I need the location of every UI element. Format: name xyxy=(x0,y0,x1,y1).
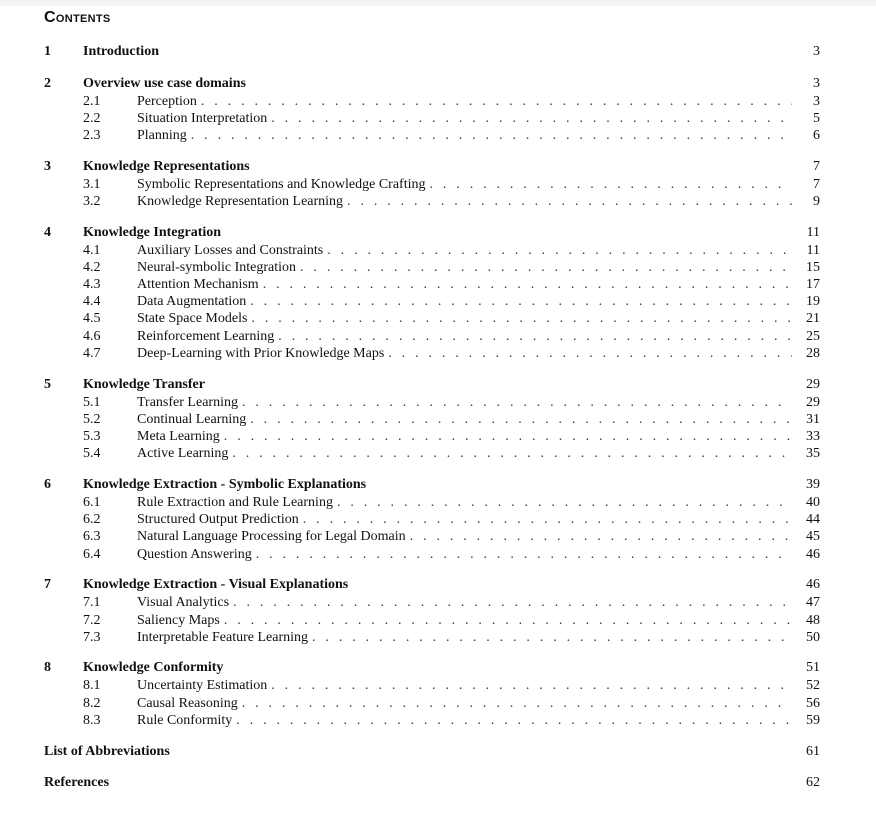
dot-leader xyxy=(251,310,792,327)
dot-leader xyxy=(250,293,792,310)
section-number: 8.3 xyxy=(83,712,101,728)
section-page: 56 xyxy=(806,695,820,711)
section-number: 5.3 xyxy=(83,429,101,444)
section-title: Neural-symbolic Integration xyxy=(137,259,297,275)
section-page: 9 xyxy=(813,193,820,209)
toc-section-4-4[interactable] xyxy=(44,293,820,310)
section-page: 29 xyxy=(806,394,820,410)
section-number: 7.1 xyxy=(83,595,101,611)
toc-section-4-3[interactable] xyxy=(44,276,820,293)
chapter-number: 5 xyxy=(44,376,51,392)
toc-list-of-abbreviations[interactable] xyxy=(44,743,820,761)
section-title: Rule Extraction and Rule Learning xyxy=(137,494,333,510)
toc-section-5-3[interactable] xyxy=(44,428,820,445)
dot-leader xyxy=(303,511,792,528)
section-page: 31 xyxy=(806,411,820,427)
section-title: Knowledge Representation Learning xyxy=(137,193,344,209)
section-number: 3.1 xyxy=(83,176,101,192)
backmatter-page: 62 xyxy=(806,775,820,791)
section-number: 7.3 xyxy=(83,629,101,645)
dot-leader xyxy=(250,411,792,428)
dot-leader xyxy=(242,394,792,411)
toc-section-6-3[interactable] xyxy=(44,528,820,545)
section-number: 4.1 xyxy=(83,242,101,258)
toc-section-2-1[interactable] xyxy=(44,93,820,110)
chapter-number: 4 xyxy=(44,224,51,240)
section-title: Uncertainty Estimation xyxy=(137,678,268,694)
dot-leader xyxy=(256,546,792,563)
dot-leader xyxy=(388,345,792,362)
section-title: State Space Models xyxy=(137,311,248,327)
section-number: 4.5 xyxy=(83,311,101,327)
section-page: 19 xyxy=(806,294,820,310)
section-number: 3.2 xyxy=(83,193,101,209)
section-title: Reinforcement Learning xyxy=(137,328,275,344)
toc-section-4-5[interactable] xyxy=(44,310,820,327)
section-title: Auxiliary Losses and Constraints xyxy=(137,242,324,258)
top-band xyxy=(0,0,876,6)
section-title: Planning xyxy=(137,127,187,143)
toc-section-5-1[interactable] xyxy=(44,394,820,411)
toc-chapter-2[interactable] xyxy=(44,75,820,93)
toc-section-6-4[interactable] xyxy=(44,546,820,563)
dot-leader xyxy=(347,193,792,210)
toc-section-8-3[interactable] xyxy=(44,712,820,729)
section-title: Transfer Learning xyxy=(137,394,238,410)
chapter-number: 8 xyxy=(44,660,51,676)
section-title: Active Learning xyxy=(137,446,229,462)
toc-chapter-8[interactable] xyxy=(44,659,820,677)
section-title: Symbolic Representations and Knowledge Crafting xyxy=(137,176,426,192)
section-number: 5.4 xyxy=(83,446,101,462)
section-number: 4.4 xyxy=(83,294,101,310)
dot-leader xyxy=(242,695,792,712)
section-page: 47 xyxy=(806,595,820,611)
section-number: 2.1 xyxy=(83,93,101,109)
dot-leader xyxy=(224,428,792,445)
section-number: 5.1 xyxy=(83,394,101,410)
toc-references[interactable] xyxy=(44,774,820,792)
dot-leader xyxy=(232,445,792,462)
chapter-title: Knowledge Extraction - Visual Explanations xyxy=(83,577,349,593)
section-title: Attention Mechanism xyxy=(137,277,259,293)
toc-section-4-2[interactable] xyxy=(44,259,820,276)
toc-chapter-1[interactable] xyxy=(44,43,820,61)
dot-leader xyxy=(430,176,793,193)
section-number: 4.6 xyxy=(83,328,101,344)
chapter-page: 3 xyxy=(813,44,820,59)
section-title: Rule Conformity xyxy=(137,712,233,728)
chapter-number: 7 xyxy=(44,577,51,593)
section-number: 6.2 xyxy=(83,512,101,528)
toc-chapter-3[interactable] xyxy=(44,158,820,176)
toc-section-6-2[interactable] xyxy=(44,511,820,528)
chapter-title: Introduction xyxy=(83,44,159,59)
toc-section-4-6[interactable] xyxy=(44,328,820,345)
toc-section-8-1[interactable] xyxy=(44,677,820,694)
section-page: 45 xyxy=(806,529,820,545)
chapter-title: Knowledge Extraction - Symbolic Explanations xyxy=(83,476,367,492)
chapter-page: 29 xyxy=(806,376,820,392)
section-title: Saliency Maps xyxy=(137,612,220,628)
dot-leader xyxy=(191,127,792,144)
section-number: 8.2 xyxy=(83,695,101,711)
section-page: 52 xyxy=(806,678,820,694)
section-page: 46 xyxy=(806,546,820,562)
toc-section-7-3[interactable] xyxy=(44,629,820,646)
toc-section-4-7[interactable] xyxy=(44,345,820,362)
chapter-page: 51 xyxy=(806,660,820,676)
toc-section-5-4[interactable] xyxy=(44,445,820,462)
backmatter-title: List of Abbreviations xyxy=(44,743,170,759)
toc-section-3-1[interactable] xyxy=(44,176,820,193)
toc-chapter-4[interactable] xyxy=(44,224,820,242)
chapter-page: 46 xyxy=(806,577,820,593)
page-title: Contents xyxy=(44,9,111,26)
toc-chapter-5[interactable] xyxy=(44,376,820,394)
section-title: Data Augmentation xyxy=(137,294,247,310)
section-title: Situation Interpretation xyxy=(137,110,268,126)
chapter-number: 6 xyxy=(44,476,51,492)
chapter-page: 7 xyxy=(813,158,820,174)
section-page: 25 xyxy=(806,328,820,344)
section-number: 4.7 xyxy=(83,345,101,361)
dot-leader xyxy=(327,242,792,259)
toc-section-2-2[interactable] xyxy=(44,110,820,127)
dot-leader xyxy=(233,594,792,611)
dot-leader xyxy=(263,276,792,293)
toc-section-2-3[interactable] xyxy=(44,127,820,144)
section-page: 44 xyxy=(806,512,820,528)
toc-section-7-1[interactable] xyxy=(44,594,820,611)
section-page: 21 xyxy=(806,311,820,327)
section-title: Structured Output Prediction xyxy=(137,512,299,528)
section-number: 6.1 xyxy=(83,494,101,510)
section-page: 3 xyxy=(813,93,820,109)
dot-leader xyxy=(271,110,792,127)
dot-leader xyxy=(300,259,792,276)
section-page: 11 xyxy=(806,242,820,258)
section-number: 4.3 xyxy=(83,277,101,293)
toc-section-5-2[interactable] xyxy=(44,411,820,428)
dot-leader xyxy=(337,494,792,511)
section-number: 6.4 xyxy=(83,546,101,562)
toc-section-4-1[interactable] xyxy=(44,242,820,259)
section-number: 2.2 xyxy=(83,110,101,126)
dot-leader xyxy=(312,629,792,646)
section-page: 6 xyxy=(813,127,820,143)
toc-section-3-2[interactable] xyxy=(44,193,820,210)
backmatter-title: References xyxy=(44,775,110,791)
chapter-page: 3 xyxy=(813,75,820,91)
section-page: 48 xyxy=(806,612,820,628)
chapter-number: 1 xyxy=(44,44,51,59)
section-number: 2.3 xyxy=(83,127,101,143)
toc-section-6-1[interactable] xyxy=(44,494,820,511)
section-number: 7.2 xyxy=(83,612,101,628)
section-page: 59 xyxy=(806,712,820,728)
toc-chapter-7[interactable] xyxy=(44,576,820,594)
backmatter-page: 61 xyxy=(806,743,820,759)
dot-leader xyxy=(236,712,792,729)
section-title: Visual Analytics xyxy=(137,595,230,611)
toc-section-7-2[interactable] xyxy=(44,612,820,629)
section-title: Meta Learning xyxy=(137,429,220,444)
section-page: 5 xyxy=(813,110,820,126)
section-number: 6.3 xyxy=(83,529,101,545)
toc-chapter-6[interactable] xyxy=(44,476,820,494)
section-title: Natural Language Processing for Legal Domain xyxy=(137,529,406,545)
section-title: Question Answering xyxy=(137,546,252,562)
chapter-number: 3 xyxy=(44,158,51,174)
chapter-number: 2 xyxy=(44,75,51,91)
section-title: Continual Learning xyxy=(137,411,247,427)
dot-leader xyxy=(278,328,792,345)
dot-leader xyxy=(271,677,792,694)
section-number: 5.2 xyxy=(83,411,101,427)
section-title: Interpretable Feature Learning xyxy=(137,629,309,645)
section-page: 35 xyxy=(806,446,820,462)
table-of-contents xyxy=(44,43,820,792)
chapter-title: Knowledge Conformity xyxy=(83,660,224,676)
section-page: 7 xyxy=(813,176,820,192)
section-page: 33 xyxy=(806,429,820,444)
section-page: 28 xyxy=(806,345,820,361)
section-page: 50 xyxy=(806,629,820,645)
section-page: 40 xyxy=(806,494,820,510)
chapter-title: Overview use case domains xyxy=(83,75,246,91)
toc-section-8-2[interactable] xyxy=(44,695,820,712)
chapter-page: 11 xyxy=(806,224,820,240)
dot-leader xyxy=(410,528,792,545)
dot-leader xyxy=(201,93,792,110)
section-title: Deep-Learning with Prior Knowledge Maps xyxy=(137,345,385,361)
chapter-title: Knowledge Transfer xyxy=(83,376,205,392)
dot-leader xyxy=(224,612,792,629)
section-page: 17 xyxy=(806,277,820,293)
chapter-title: Knowledge Representations xyxy=(83,158,250,174)
chapter-title: Knowledge Integration xyxy=(83,224,222,240)
section-number: 4.2 xyxy=(83,259,101,275)
chapter-page: 39 xyxy=(806,476,820,492)
section-title: Causal Reasoning xyxy=(137,695,238,711)
section-page: 15 xyxy=(806,259,820,275)
section-number: 8.1 xyxy=(83,678,101,694)
section-title: Perception xyxy=(137,93,197,109)
